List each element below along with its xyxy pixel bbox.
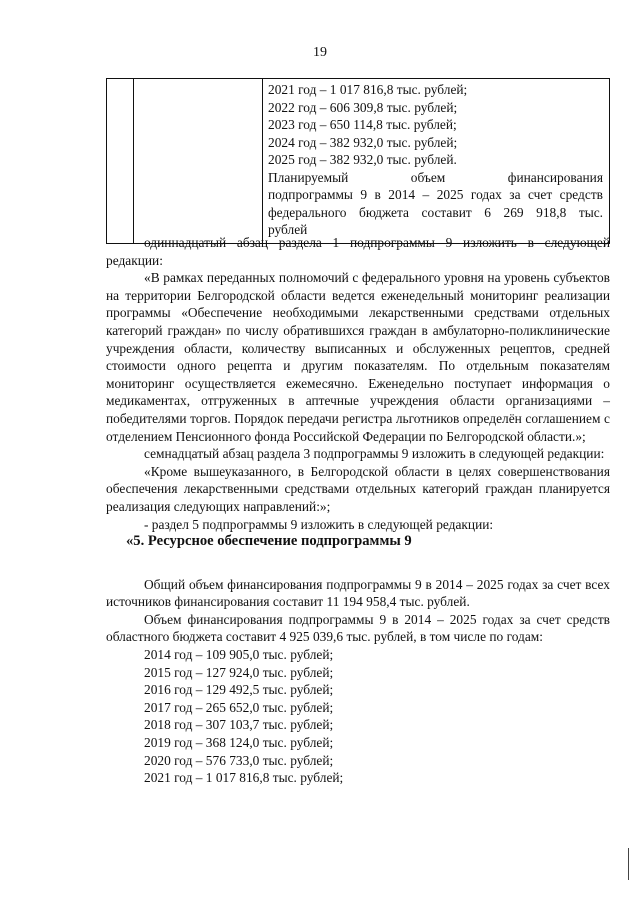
year-line: 2016 год – 129 492,5 тыс. рублей; <box>144 682 334 698</box>
section-heading: «5. Ресурсное обеспечение подпрограммы 9 <box>126 533 412 550</box>
year-line: 2018 год – 307 103,7 тыс. рублей; <box>144 717 334 733</box>
paragraph-directions-quote: «Кроме вышеуказанного, в Белгородской области в целях совершенствования обеспечения лекарственными средствами отдельных категорий граждан планируется реализация следующих направлений:»; <box>106 463 610 514</box>
planned-financing-line: Планируемый объем финансирования <box>268 169 603 185</box>
page-number: 19 <box>313 45 327 60</box>
planned-financing-line: федерального бюджета составит 6 269 918,8 тыс. <box>268 204 603 220</box>
document-body <box>106 234 610 787</box>
spacer <box>106 551 610 576</box>
paragraph-monitoring-quote: «В рамках переданных полномочий с федерального уровня на уровень субъектов на территории Белгородской области ведется еженедельный мониторинг реализации программы «Обеспечение необходимыми лекарственными средствами отдельных категорий граждан» по числу обратившихся граждан в амбулаторно-поликлинические учреждения области, количеству выписанных и обслуженных рецептов, средней стоимости одного рецепта и другим показателям. По отдельным показателям мониторинг осуществляется ежемесячно. Еженедельно поступает информация о медикаментах, отгруженных в аптечные учреждения области организациями – победителями торгов. Порядок передачи регистра льготников определён соглашением с отделением Пенсионного фонда Российской Федерации по Белгородской области.»; <box>106 270 610 444</box>
table-year-line: 2023 год – 650 114,8 тыс. рублей; <box>268 117 457 132</box>
table-cell-content <box>263 79 610 244</box>
year-line: 2021 год – 1 017 816,8 тыс. рублей; <box>144 770 344 786</box>
scan-edge-mark <box>628 848 629 880</box>
table-year-line: 2024 год – 382 932,0 тыс. рублей; <box>268 134 458 150</box>
year-line: 2014 год – 109 905,0 тыс. рублей; <box>144 647 334 663</box>
paragraph-amend-section-1: одиннадцатый абзац раздела 1 подпрограммы 9 изложить в следующей редакции: <box>106 235 610 268</box>
year-line: 2019 год – 368 124,0 тыс. рублей; <box>144 735 334 751</box>
table-cell-name <box>134 79 263 244</box>
continuation-table <box>106 78 610 244</box>
year-line: 2017 год – 265 652,0 тыс. рублей; <box>144 699 334 715</box>
year-line: 2020 год – 576 733,0 тыс. рублей; <box>144 752 334 768</box>
paragraph-amend-section-3: семнадцатый абзац раздела 3 подпрограммы 9 изложить в следующей редакции: <box>144 446 605 462</box>
table-year-line: 2022 год – 606 309,8 тыс. рублей; <box>268 99 458 115</box>
paragraph-regional-financing: Объем финансирования подпрограммы 9 в 2014 – 2025 годах за счет средств областного бюджета составит 4 925 039,6 тыс. рублей, в том числе по годам: <box>106 611 610 645</box>
table-cell-number <box>107 79 134 244</box>
year-line: 2015 год – 127 924,0 тыс. рублей; <box>144 664 334 680</box>
table-year-line: 2021 год – 1 017 816,8 тыс. рублей; <box>268 82 468 97</box>
table-year-line: 2025 год – 382 932,0 тыс. рублей. <box>268 152 457 167</box>
planned-financing-line: рублей <box>268 222 308 237</box>
planned-financing-line: подпрограммы 9 в 2014 – 2025 годах за счет средств <box>268 187 603 202</box>
paragraph-amend-section-5: - раздел 5 подпрограммы 9 изложить в следующей редакции: <box>144 516 494 532</box>
paragraph-total-financing: Общий объем финансирования подпрограммы 9 в 2014 – 2025 годах за счет всех источников финансирования составит 11 194 958,4 тыс. рублей. <box>106 576 610 610</box>
